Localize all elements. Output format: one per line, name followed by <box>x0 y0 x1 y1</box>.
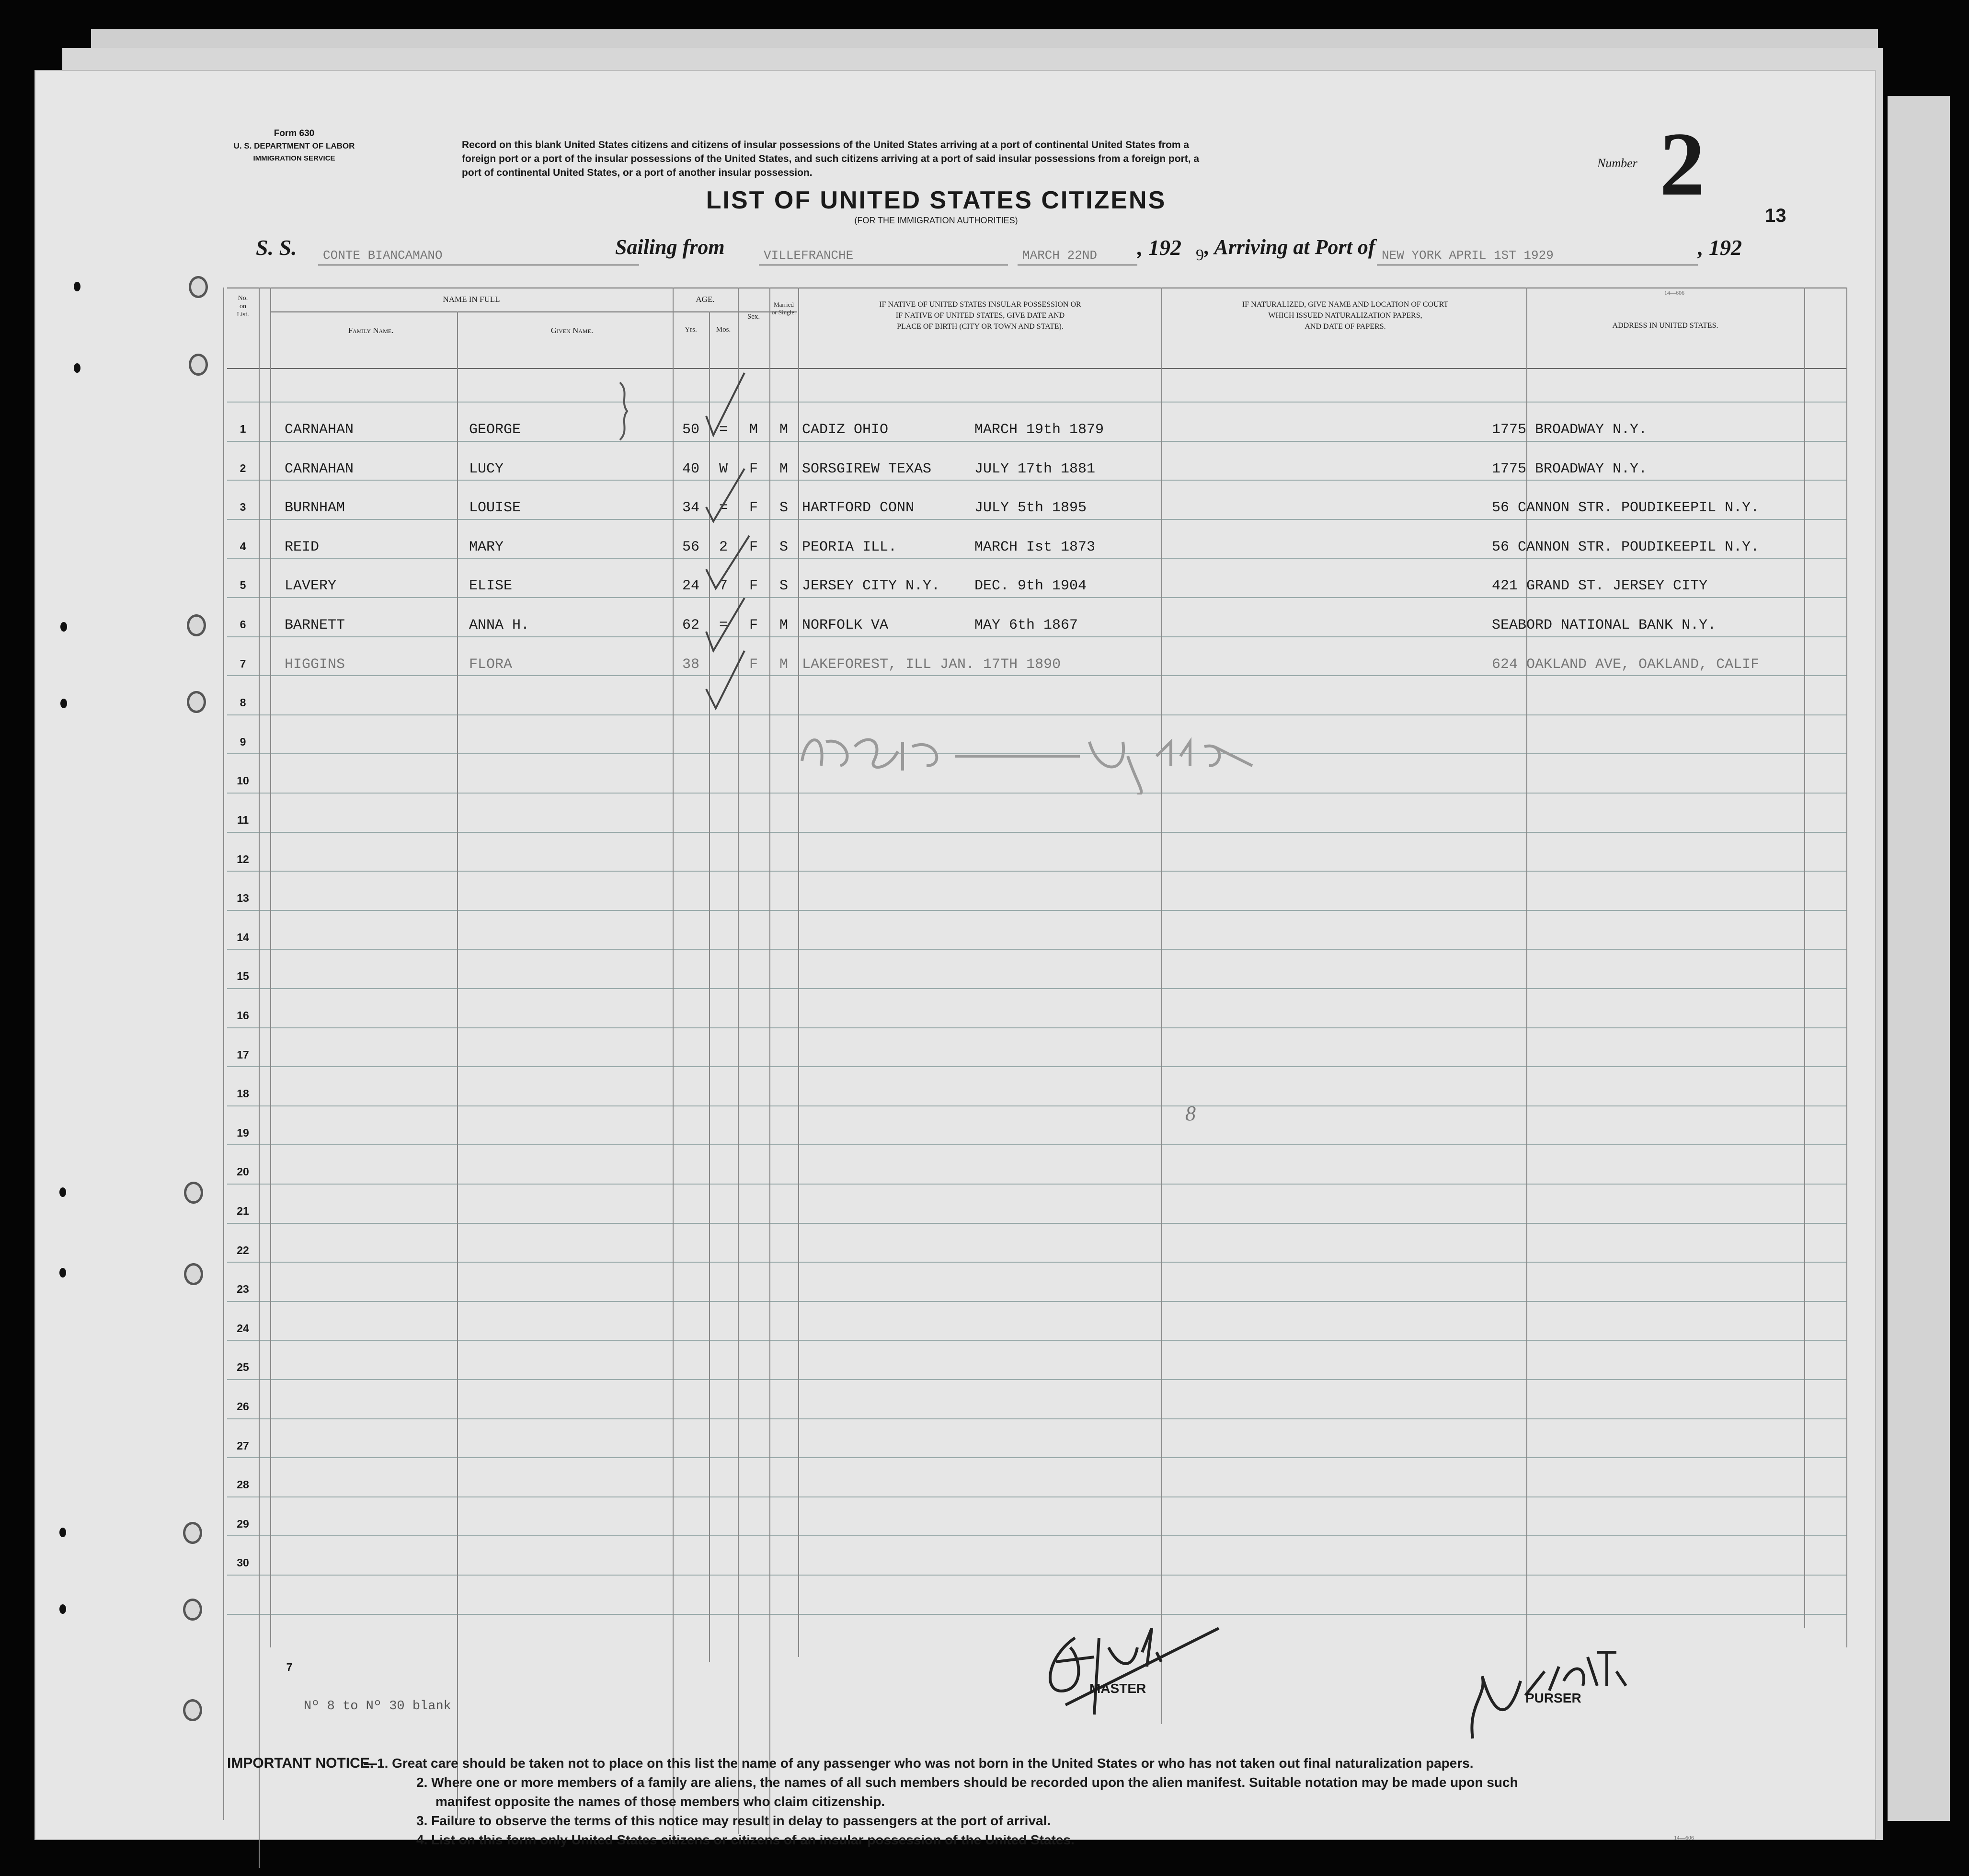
row-no: 21 <box>237 1205 249 1217</box>
row-birth-date: JULY 17th 1881 <box>974 460 1096 477</box>
row-address: 1775 BROADWAY N.Y. <box>1492 422 1648 438</box>
row-no: 6 <box>240 618 246 631</box>
header-native-line: PLACE OF BIRTH (CITY OR TOWN AND STATE). <box>897 322 1064 331</box>
row-ms: S <box>779 500 788 517</box>
row-no: 29 <box>237 1517 249 1530</box>
row-birth-place: CADIZ OHIO <box>802 422 889 438</box>
form-subtitle: (FOR THE IMMIGRATION AUTHORITIES) <box>854 216 1018 225</box>
row-rule <box>227 1575 1846 1576</box>
purser-label: PURSER <box>1525 1691 1581 1705</box>
row-family: REID <box>285 539 320 555</box>
row-no: 19 <box>237 1126 249 1139</box>
list-number: 2 <box>1660 114 1705 215</box>
sailing-date: MARCH 22ND <box>1022 248 1098 263</box>
row-rule <box>227 910 1846 911</box>
row-no: 20 <box>237 1165 249 1178</box>
row-no: 16 <box>237 1009 249 1022</box>
header-native <box>798 299 1162 332</box>
margin-mark: 8 <box>1185 1102 1196 1125</box>
header-address: ADDRESS IN UNITED STATES. <box>1612 322 1718 330</box>
important-notice-title: IMPORTANT NOTICE. <box>227 1755 374 1771</box>
row-family: HIGGINS <box>285 656 345 673</box>
notice-item: 4. List on this form only United States citizens or citizens of an insular possession of the United States. <box>416 1832 1075 1847</box>
service-name: IMMIGRATION SERVICE <box>253 154 335 162</box>
year-prefix: , 192 <box>1137 235 1181 260</box>
master-signature <box>1037 1619 1228 1724</box>
row-no: 7 <box>240 657 246 670</box>
row-rule <box>227 1262 1846 1263</box>
column-rule <box>457 311 458 1820</box>
header-no-on-list <box>227 294 259 319</box>
department-name: U. S. DEPARTMENT OF LABOR <box>233 141 355 150</box>
row-rule <box>227 675 1846 676</box>
row-mos: = <box>719 422 728 438</box>
row-rule <box>227 402 1846 403</box>
row-birth-place: JERSEY CITY N.Y. <box>802 578 940 595</box>
row-rule <box>227 871 1846 872</box>
row-no: 27 <box>237 1439 249 1452</box>
master-label: MASTER <box>1089 1681 1146 1696</box>
header-native-line: IF NATIVE OF UNITED STATES INSULAR POSSESSION OR <box>879 300 1081 309</box>
header-naturalized <box>1164 299 1526 332</box>
row-rule <box>227 1066 1846 1067</box>
row-rule <box>227 441 1846 442</box>
row-rule <box>227 597 1846 598</box>
header-nat-line: WHICH ISSUED NATURALIZATION PAPERS, <box>1268 311 1422 320</box>
header-nat-line: AND DATE OF PAPERS. <box>1305 322 1386 331</box>
row-rule <box>227 636 1846 637</box>
row-address: 1775 BROADWAY N.Y. <box>1492 460 1648 477</box>
intro-line: port of continental United States, or a port of another insular possession. <box>462 167 813 178</box>
header-native-line: IF NATIVE OF UNITED STATES, GIVE DATE AND <box>895 311 1065 320</box>
row-no: 25 <box>237 1361 249 1374</box>
column-rule <box>1804 288 1805 1628</box>
row-no: 18 <box>237 1087 249 1100</box>
binder-hole <box>183 1699 202 1721</box>
blank-note: Nº 8 to Nº 30 blank <box>304 1699 451 1714</box>
header-ms-line: Married <box>774 301 794 308</box>
sailing-label: Sailing from <box>615 235 725 259</box>
intro-line: Record on this blank United States citizens and citizens of insular possessions of the United States arriving at a port of continental United States from a <box>462 139 1190 150</box>
row-family: CARNAHAN <box>285 460 354 477</box>
row-sex: F <box>749 578 758 595</box>
notice-item: manifest opposite the names of those members who claim citizenship. <box>435 1794 885 1809</box>
handwritten-annotation <box>792 723 1262 794</box>
row-given: ELISE <box>469 578 513 595</box>
row-ms: S <box>779 539 788 555</box>
column-rule <box>1161 288 1162 1724</box>
row-birth-date: DEC. 9th 1904 <box>974 578 1087 595</box>
row-ms: M <box>779 422 788 438</box>
row-given: GEORGE <box>469 422 521 438</box>
row-sex: F <box>749 500 758 517</box>
form-title: LIST OF UNITED STATES CITIZENS <box>706 186 1167 214</box>
header-sex: Sex. <box>747 313 760 321</box>
header-nat-line: IF NATURALIZED, GIVE NAME AND LOCATION OF COURT <box>1242 300 1449 309</box>
row-no: 5 <box>240 579 246 592</box>
row-no: 2 <box>240 461 246 474</box>
column-rule <box>270 288 271 1647</box>
row-ms: M <box>779 460 788 477</box>
row-birth-date: MAY 6th 1867 <box>974 617 1078 633</box>
row-address: 624 OAKLAND AVE, OAKLAND, CALIF <box>1492 656 1760 673</box>
list-number-label: Number <box>1597 156 1637 170</box>
row-no: 24 <box>237 1322 249 1335</box>
header-given-name: Given Name. <box>550 326 594 335</box>
row-no: 22 <box>237 1243 249 1256</box>
row-no: 26 <box>237 1400 249 1413</box>
row-no: 12 <box>237 852 249 865</box>
row-sex: M <box>749 422 758 438</box>
page-number: 13 <box>1765 205 1786 226</box>
row-rule <box>227 714 1846 715</box>
row-yrs: 56 <box>682 539 699 555</box>
total-count: 7 <box>286 1661 293 1673</box>
row-yrs: 38 <box>682 656 699 673</box>
year-digit: 9 <box>1196 246 1204 264</box>
row-rule <box>227 1535 1846 1536</box>
row-family: LAVERY <box>285 578 337 595</box>
form-number: Form 630 <box>274 128 315 138</box>
row-given: LUCY <box>469 460 504 477</box>
row-birth-place: LAKEFOREST, ILL JAN. 17TH 1890 <box>802 656 1061 673</box>
row-birth-place: HARTFORD CONN <box>802 500 915 517</box>
row-ms: S <box>779 578 788 595</box>
row-yrs: 40 <box>682 460 699 477</box>
row-rule <box>227 988 1846 989</box>
arrival-port-date: NEW YORK APRIL 1ST 1929 <box>1382 248 1554 263</box>
row-address: SEABORD NATIONAL BANK N.Y. <box>1492 617 1717 633</box>
row-birth-place: NORFOLK VA <box>802 617 889 633</box>
column-rule <box>798 288 799 1657</box>
column-rule <box>673 288 674 1844</box>
important-notice-list <box>364 1754 1854 1850</box>
ship-name: CONTE BIANCAMANO <box>323 248 443 263</box>
arriving-label: , Arriving at Port of <box>1204 235 1375 259</box>
row-birth-place: SORSGIREW TEXAS <box>802 460 932 477</box>
bracket-mark <box>615 378 634 445</box>
row-sex: F <box>749 656 758 673</box>
row-no: 23 <box>237 1283 249 1296</box>
sailing-port: VILLEFRANCHE <box>764 248 854 263</box>
row-yrs: 62 <box>682 617 699 633</box>
row-ms: M <box>779 656 788 673</box>
row-rule <box>227 480 1846 481</box>
header-name-in-full: NAME IN FULL <box>443 295 500 304</box>
row-given: MARY <box>469 539 504 555</box>
row-birth-date: MARCH Ist 1873 <box>974 539 1096 555</box>
row-address: 56 CANNON STR. POUDIKEEPIL N.Y. <box>1492 500 1760 517</box>
header-no-line: List. <box>237 311 249 318</box>
header-no-line: No. <box>238 295 248 302</box>
row-rule <box>227 1379 1846 1380</box>
row-no: 8 <box>240 696 246 709</box>
column-rule <box>1526 288 1527 1695</box>
header-no-line: on <box>240 303 246 310</box>
header-age: AGE. <box>696 295 715 304</box>
row-sex: F <box>749 617 758 633</box>
row-no: 1 <box>240 423 246 435</box>
row-no: 17 <box>237 1048 249 1061</box>
row-rule <box>227 832 1846 833</box>
row-rule <box>227 1144 1846 1145</box>
row-mos: 7 <box>719 578 728 595</box>
row-birth-date: MARCH 19th 1879 <box>974 422 1104 438</box>
printer-mark: 14—606 <box>1664 289 1684 296</box>
row-given: LOUISE <box>469 500 521 517</box>
form-page <box>35 71 1875 1847</box>
intro-line: foreign port or a port of the insular possessions of the United States, and such citizens arriving at a port of said insular possessions from a foreign port, a <box>462 153 1200 164</box>
header-married-or-single <box>769 301 798 316</box>
row-no: 13 <box>237 892 249 905</box>
row-rule <box>227 519 1846 520</box>
row-mos: W <box>719 460 728 477</box>
row-no: 30 <box>237 1556 249 1569</box>
row-birth-place: PEORIA ILL. <box>802 539 897 555</box>
row-rule <box>227 1496 1846 1497</box>
header-mos: Mos. <box>716 326 731 334</box>
header-rule <box>270 311 797 312</box>
row-no: 11 <box>237 814 249 826</box>
row-rule <box>227 1105 1846 1106</box>
row-rule <box>227 1027 1846 1028</box>
row-yrs: 50 <box>682 422 699 438</box>
header-ms-line: or Single. <box>771 309 796 316</box>
row-ms: M <box>779 617 788 633</box>
notice-item: —1. Great care should be taken not to place on this list the name of any passenger who was not born in the United States or who has not taken out final naturalization papers. <box>364 1756 1474 1771</box>
check-marks <box>697 363 754 727</box>
column-rule <box>223 288 224 1820</box>
ss-label: S. S. <box>256 235 297 260</box>
notice-item: 3. Failure to observe the terms of this notice may result in delay to passengers at the port of arrival. <box>416 1813 1051 1828</box>
row-birth-date: JULY 5th 1895 <box>974 500 1087 517</box>
row-no: 28 <box>237 1478 249 1491</box>
corner-mark: 14—606 <box>1674 1834 1694 1841</box>
row-yrs: 34 <box>682 500 699 517</box>
row-mos: = <box>719 617 728 633</box>
header-yrs: Yrs. <box>685 326 697 334</box>
row-no: 15 <box>237 970 249 983</box>
row-yrs: 24 <box>682 578 699 595</box>
header-family-name: Family Name. <box>348 326 394 335</box>
row-no: 3 <box>240 501 246 514</box>
row-no: 10 <box>237 774 249 787</box>
row-address: 56 CANNON STR. POUDIKEEPIL N.Y. <box>1492 539 1760 555</box>
row-mos: 2 <box>719 539 728 555</box>
header-rule <box>227 368 1846 369</box>
row-sex: F <box>749 539 758 555</box>
row-family: CARNAHAN <box>285 422 354 438</box>
row-mos: = <box>719 500 728 517</box>
row-no: 9 <box>240 735 246 748</box>
row-rule <box>227 558 1846 559</box>
row-rule <box>227 1301 1846 1302</box>
row-rule <box>227 1223 1846 1224</box>
row-rule <box>227 1184 1846 1185</box>
column-rule <box>259 288 260 1868</box>
row-rule <box>227 1614 1846 1615</box>
row-rule <box>227 1457 1846 1458</box>
row-rule <box>227 949 1846 950</box>
column-rule <box>769 288 770 1839</box>
row-no: 14 <box>237 931 249 944</box>
row-family: BURNHAM <box>285 500 345 517</box>
row-no: 4 <box>240 540 246 552</box>
notice-item: 2. Where one or more members of a family are aliens, the names of all such members should be recorded upon the alien manifest. Suitable notation may be made upon such <box>416 1775 1518 1790</box>
page-edge-right <box>1888 96 1950 1821</box>
year-suffix: , 192 <box>1698 235 1742 260</box>
row-given: FLORA <box>469 656 513 673</box>
row-given: ANNA H. <box>469 617 530 633</box>
row-rule <box>227 1418 1846 1419</box>
row-address: 421 GRAND ST. JERSEY CITY <box>1492 578 1708 595</box>
row-sex: F <box>749 460 758 477</box>
row-family: BARNETT <box>285 617 345 633</box>
row-rule <box>227 1340 1846 1341</box>
column-rule <box>1846 288 1847 1647</box>
